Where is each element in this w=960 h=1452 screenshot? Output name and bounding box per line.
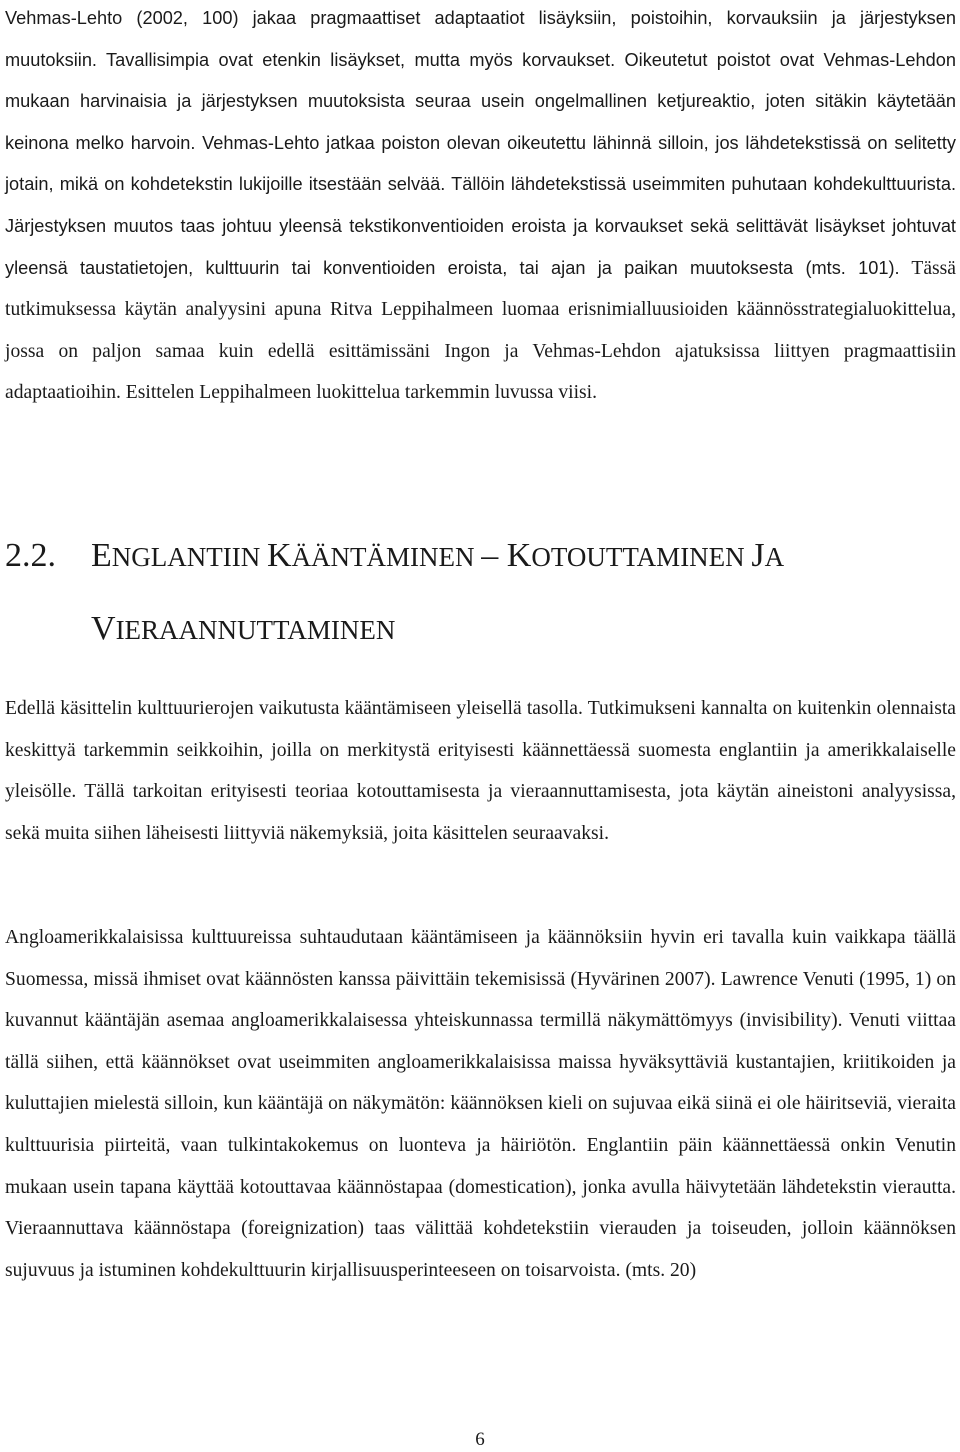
paragraph-1-serif-text: Tässä tutkimuksessa käytän analyysini apuna Ritva Leppihalmeen luomaa erisnimialluusioiden käännösstrategialuokittelua, jossa on paljon samaa kuin edellä esittämissäni Ingon ja Vehmas-Lehdon ajatuksissa liittyen pragmaattisiin adaptaatioihin. Esittelen Leppihalmeen luokittelua tarkemmin luvussa viisi. [5,257,956,404]
section-number: 2.2. [5,537,56,574]
paragraph-pragmatic-adaptations [5,0,956,414]
paragraph-1-sans-text: Vehmas-Lehto (2002, 100) jakaa pragmaattiset adaptaatiot lisäyksiin, poistoihin, korvauksiin ja järjestyksen muutoksiin. Tavallisimpia ovat etenkin lisäykset, mutta myös korvaukset. Oikeutetut poistot ovat Vehmas-Lehdon mukaan harvinaisia ja järjestyksen muutoksista seuraa usein ongelmallinen ketjureaktio, joten sitäkin käytetään keinona melko harvoin. Vehmas-Lehto jatkaa poiston olevan oikeutettu lähinnä silloin, jos lähdetekstissä on selitetty jotain, mikä on kohdetekstin lukijoille itsestään selvää. Tällöin lähdetekstissä useimmiten puhutaan kohdekulttuurista. Järjestyksen muutos taas johtuu yleensä tekstikonventioiden eroista ja korvaukset sekä selittävät lisäykset johtuvat yleensä taustatietojen, kulttuurin tai konventioiden eroista, tai ajan ja paikan muutoksesta (mts. 101). [5,8,956,278]
section-title: ENGLANTIIN KÄÄNTÄMINEN – KOTOUTTAMINEN JA VIERAANNUTTAMINEN [91,537,785,647]
page-number: 6 [475,1429,485,1450]
section-heading [5,520,956,666]
paragraph-venuti-invisibility: Angloamerikkalaisissa kulttuureissa suhtaudutaan kääntämiseen ja käännöksiin hyvin eri tavalla kuin vaikkapa täällä Suomessa, missä ihmiset ovat käännösten kanssa päivittäin tekemisissä (Hyvärinen 2007). Lawrence Venuti (1995, 1) on kuvannut kääntäjän asemaa angloamerikkalaisessa yhteiskunnassa termillä näkymättömyys (invisibility). Venuti viittaa tällä siihen, että käännökset ovat useimmiten angloamerikkalaisissa maissa hyväksyttäviä kustantajien, kriitikoiden ja kuluttajien mielestä silloin, kun kääntäjä on näkymätön: käännöksen kieli on sujuvaa eikä siinä ei ole häiritseviä, vieraita kulttuurisia piirteitä, vaan tulkintakokemus on luonteva ja häiriötön. Englantiin päin käännettäessä onkin Venutin mukaan usein tapana käyttää kotouttavaa käännöstapaa (domestication), jonka avulla häivytetään lähdetekstin vierautta. Vieraannuttava käännöstapa (foreignization) taas välittää kohdetekstiin vierauden ja toiseuden, jolloin käännöksen sujuvuus ja istuminen kohdekulttuurin kirjallisuusperinteeseen on toisarvoista. (mts. 20) [5,927,956,1281]
paragraph-cultural-differences: Edellä käsittelin kulttuurierojen vaikutusta kääntämiseen yleisellä tasolla. Tutkimukseni kannalta on kuitenkin olennaista keskittyä tarkemmin seikkoihin, joilla on merkitystä erityisesti käännettäessä suomesta englantiin ja amerikkalaiselle yleisölle. Tällä tarkoitan erityisesti teoriaa kotouttamisesta ja vieraannuttamisesta, jota käytän aineistoni analyysissa, sekä muita siihen läheisesti liittyviä näkemyksiä, joita käsittelen seuraavaksi. [5,698,956,844]
